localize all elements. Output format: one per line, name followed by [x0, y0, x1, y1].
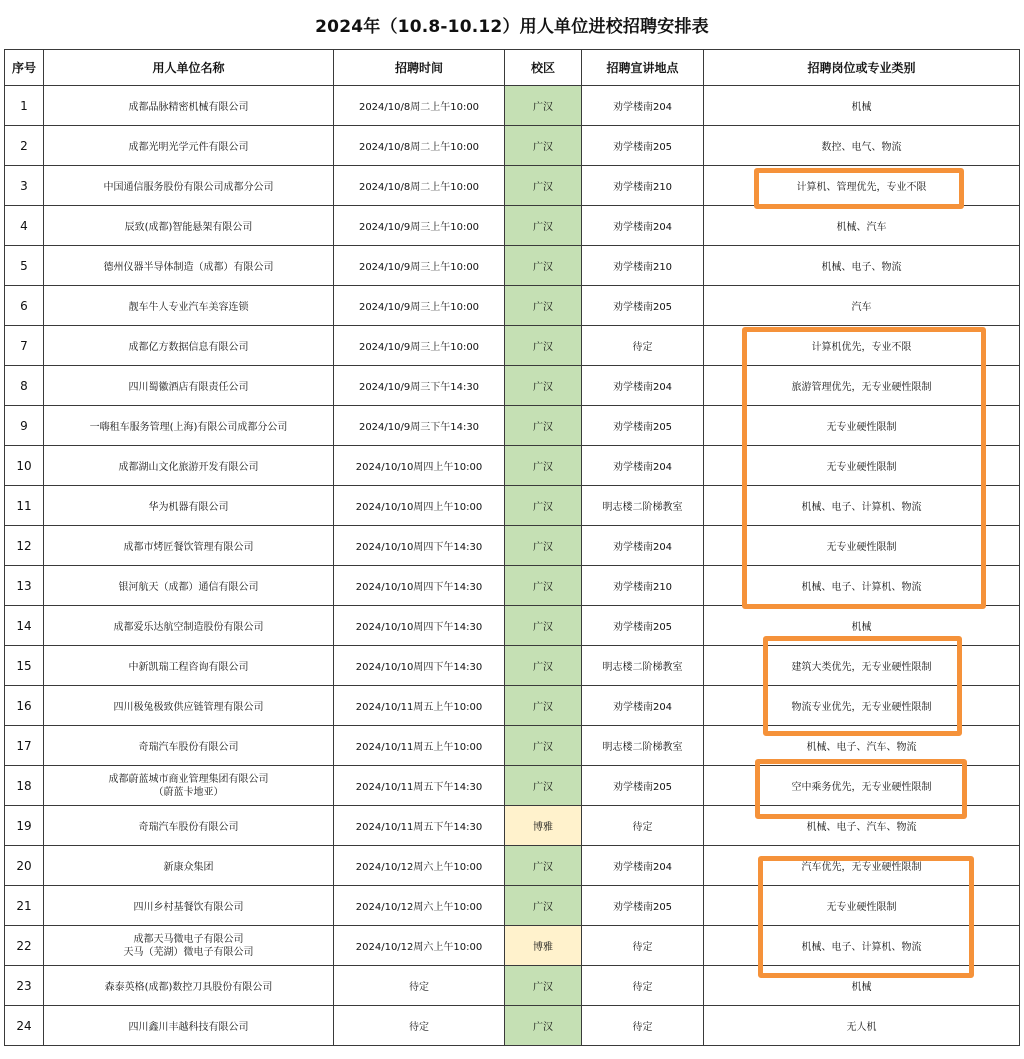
cell-majors: 建筑大类优先，无专业硬性限制 — [704, 646, 1020, 686]
table-row — [5, 686, 1020, 726]
cell-majors: 机械、电子、计算机、物流 — [704, 566, 1020, 606]
table-row — [5, 646, 1020, 686]
cell-company: 辰致(成都)智能悬架有限公司 — [44, 206, 334, 246]
cell-time: 待定 — [334, 966, 505, 1006]
cell-venue: 劝学楼南210 — [582, 166, 704, 206]
cell-majors: 机械、电子、物流 — [704, 246, 1020, 286]
cell-venue: 待定 — [582, 1006, 704, 1046]
cell-campus: 广汉 — [505, 246, 582, 286]
cell-seq: 14 — [5, 606, 44, 646]
cell-campus: 广汉 — [505, 886, 582, 926]
cell-venue: 劝学楼南204 — [582, 526, 704, 566]
page-title: 2024年（10.8-10.12）用人单位进校招聘安排表 — [315, 17, 709, 37]
cell-venue: 劝学楼南204 — [582, 206, 704, 246]
cell-venue: 明志楼二阶梯教室 — [582, 646, 704, 686]
cell-time: 2024/10/9周三下午14:30 — [334, 366, 505, 406]
cell-campus: 博雅 — [505, 806, 582, 846]
table-row — [5, 926, 1020, 966]
cell-time: 2024/10/10周四下午14:30 — [334, 606, 505, 646]
cell-time: 待定 — [334, 1006, 505, 1046]
cell-time: 2024/10/9周三上午10:00 — [334, 246, 505, 286]
cell-seq: 19 — [5, 806, 44, 846]
cell-venue: 劝学楼南204 — [582, 86, 704, 126]
cell-campus: 广汉 — [505, 286, 582, 326]
cell-seq: 18 — [5, 766, 44, 806]
cell-company: 奇瑞汽车股份有限公司 — [44, 726, 334, 766]
table-row — [5, 886, 1020, 926]
cell-venue: 劝学楼南205 — [582, 766, 704, 806]
cell-time: 2024/10/10周四下午14:30 — [334, 566, 505, 606]
cell-time: 2024/10/9周三上午10:00 — [334, 326, 505, 366]
cell-campus: 博雅 — [505, 926, 582, 966]
cell-campus: 广汉 — [505, 1006, 582, 1046]
table-row — [5, 526, 1020, 566]
cell-campus: 广汉 — [505, 646, 582, 686]
header-seq: 序号 — [5, 50, 44, 86]
header-campus: 校区 — [505, 50, 582, 86]
cell-time: 2024/10/12周六上午10:00 — [334, 846, 505, 886]
cell-campus: 广汉 — [505, 726, 582, 766]
cell-seq: 20 — [5, 846, 44, 886]
table-row — [5, 606, 1020, 646]
table-row — [5, 86, 1020, 126]
table-row — [5, 446, 1020, 486]
cell-campus: 广汉 — [505, 486, 582, 526]
cell-venue: 待定 — [582, 966, 704, 1006]
cell-campus: 广汉 — [505, 326, 582, 366]
cell-company: 成都湖山文化旅游开发有限公司 — [44, 446, 334, 486]
cell-majors: 机械、汽车 — [704, 206, 1020, 246]
table-row — [5, 566, 1020, 606]
cell-majors: 无专业硬性限制 — [704, 526, 1020, 566]
cell-company: 四川极兔极致供应链管理有限公司 — [44, 686, 334, 726]
cell-campus: 广汉 — [505, 446, 582, 486]
cell-venue: 劝学楼南210 — [582, 566, 704, 606]
cell-time: 2024/10/11周五上午10:00 — [334, 726, 505, 766]
cell-company — [44, 926, 334, 966]
cell-seq: 9 — [5, 406, 44, 446]
table-body — [5, 86, 1020, 1046]
table-row — [5, 366, 1020, 406]
cell-seq: 7 — [5, 326, 44, 366]
table-row — [5, 766, 1020, 806]
cell-venue: 劝学楼南204 — [582, 686, 704, 726]
cell-majors: 物流专业优先，无专业硬性限制 — [704, 686, 1020, 726]
cell-campus: 广汉 — [505, 206, 582, 246]
table-row — [5, 166, 1020, 206]
cell-campus: 广汉 — [505, 846, 582, 886]
cell-seq: 2 — [5, 126, 44, 166]
cell-company: 四川鑫川丰越科技有限公司 — [44, 1006, 334, 1046]
cell-campus: 广汉 — [505, 686, 582, 726]
cell-campus: 广汉 — [505, 86, 582, 126]
cell-majors: 机械 — [704, 86, 1020, 126]
cell-company: 成都亿方数据信息有限公司 — [44, 326, 334, 366]
cell-venue: 待定 — [582, 926, 704, 966]
table-row — [5, 126, 1020, 166]
cell-campus: 广汉 — [505, 366, 582, 406]
cell-company: 四川乡村基餐饮有限公司 — [44, 886, 334, 926]
cell-company: 成都爱乐达航空制造股份有限公司 — [44, 606, 334, 646]
cell-seq: 1 — [5, 86, 44, 126]
cell-seq: 11 — [5, 486, 44, 526]
cell-time: 2024/10/10周四下午14:30 — [334, 526, 505, 566]
cell-majors: 空中乘务优先，无专业硬性限制 — [704, 766, 1020, 806]
table-row — [5, 486, 1020, 526]
table-row — [5, 966, 1020, 1006]
cell-venue: 劝学楼南205 — [582, 126, 704, 166]
cell-seq: 10 — [5, 446, 44, 486]
cell-majors: 机械、电子、汽车、物流 — [704, 726, 1020, 766]
cell-time: 2024/10/8周二上午10:00 — [334, 126, 505, 166]
cell-venue: 待定 — [582, 326, 704, 366]
cell-company: 靓车牛人专业汽车美容连锁 — [44, 286, 334, 326]
cell-time: 2024/10/10周四下午14:30 — [334, 646, 505, 686]
cell-seq: 6 — [5, 286, 44, 326]
cell-venue: 劝学楼南205 — [582, 886, 704, 926]
cell-time: 2024/10/10周四上午10:00 — [334, 486, 505, 526]
cell-venue: 劝学楼南205 — [582, 606, 704, 646]
header-time: 招聘时间 — [334, 50, 505, 86]
cell-seq: 22 — [5, 926, 44, 966]
cell-venue: 待定 — [582, 806, 704, 846]
cell-seq: 17 — [5, 726, 44, 766]
cell-time: 2024/10/10周四上午10:00 — [334, 446, 505, 486]
cell-time: 2024/10/9周三上午10:00 — [334, 206, 505, 246]
cell-company: 中新凯瑞工程咨询有限公司 — [44, 646, 334, 686]
cell-campus: 广汉 — [505, 166, 582, 206]
cell-seq: 24 — [5, 1006, 44, 1046]
company-name-line: （蔚蓝卡地亚） — [153, 786, 224, 798]
table-row — [5, 246, 1020, 286]
cell-seq: 4 — [5, 206, 44, 246]
table-row — [5, 326, 1020, 366]
table-row — [5, 846, 1020, 886]
cell-campus: 广汉 — [505, 126, 582, 166]
header-venue: 招聘宣讲地点 — [582, 50, 704, 86]
cell-majors: 数控、电气、物流 — [704, 126, 1020, 166]
cell-seq: 3 — [5, 166, 44, 206]
cell-company: 成都光明光学元件有限公司 — [44, 126, 334, 166]
cell-time: 2024/10/11周五下午14:30 — [334, 806, 505, 846]
cell-time: 2024/10/9周三上午10:00 — [334, 286, 505, 326]
cell-company: 德州仪器半导体制造（成都）有限公司 — [44, 246, 334, 286]
cell-majors: 汽车优先，无专业硬性限制 — [704, 846, 1020, 886]
cell-company: 森泰英格(成都)数控刀具股份有限公司 — [44, 966, 334, 1006]
cell-company: 银河航天（成都）通信有限公司 — [44, 566, 334, 606]
header-company: 用人单位名称 — [44, 50, 334, 86]
cell-seq: 5 — [5, 246, 44, 286]
table-header-row — [5, 50, 1020, 86]
cell-venue: 明志楼二阶梯教室 — [582, 726, 704, 766]
cell-campus: 广汉 — [505, 606, 582, 646]
cell-time: 2024/10/8周二上午10:00 — [334, 166, 505, 206]
cell-venue: 明志楼二阶梯教室 — [582, 486, 704, 526]
cell-campus: 广汉 — [505, 526, 582, 566]
cell-majors: 计算机优先，专业不限 — [704, 326, 1020, 366]
cell-majors: 机械 — [704, 606, 1020, 646]
cell-seq: 15 — [5, 646, 44, 686]
cell-majors: 无人机 — [704, 1006, 1020, 1046]
cell-seq: 8 — [5, 366, 44, 406]
cell-majors: 无专业硬性限制 — [704, 886, 1020, 926]
cell-majors: 无专业硬性限制 — [704, 446, 1020, 486]
cell-company — [44, 766, 334, 806]
cell-majors: 旅游管理优先，无专业硬性限制 — [704, 366, 1020, 406]
cell-time: 2024/10/12周六上午10:00 — [334, 926, 505, 966]
table-row — [5, 286, 1020, 326]
cell-company: 奇瑞汽车股份有限公司 — [44, 806, 334, 846]
table-row — [5, 206, 1020, 246]
header-majors: 招聘岗位或专业类别 — [704, 50, 1020, 86]
cell-majors: 机械、电子、计算机、物流 — [704, 926, 1020, 966]
cell-venue: 劝学楼南210 — [582, 246, 704, 286]
table-row — [5, 406, 1020, 446]
cell-campus: 广汉 — [505, 566, 582, 606]
cell-seq: 21 — [5, 886, 44, 926]
cell-time: 2024/10/8周二上午10:00 — [334, 86, 505, 126]
cell-company: 华为机器有限公司 — [44, 486, 334, 526]
cell-majors: 计算机、管理优先，专业不限 — [704, 166, 1020, 206]
cell-company: 中国通信服务股份有限公司成都分公司 — [44, 166, 334, 206]
cell-seq: 13 — [5, 566, 44, 606]
cell-time: 2024/10/12周六上午10:00 — [334, 886, 505, 926]
cell-venue: 劝学楼南205 — [582, 286, 704, 326]
cell-company: 一嗨租车服务管理(上海)有限公司成都分公司 — [44, 406, 334, 446]
cell-company: 成都市烤匠餐饮管理有限公司 — [44, 526, 334, 566]
cell-venue: 劝学楼南204 — [582, 366, 704, 406]
table-row — [5, 1006, 1020, 1046]
recruitment-table — [4, 49, 1020, 1046]
cell-campus: 广汉 — [505, 406, 582, 446]
cell-company: 新康众集团 — [44, 846, 334, 886]
table-row — [5, 806, 1020, 846]
table-row — [5, 726, 1020, 766]
cell-venue: 劝学楼南205 — [582, 406, 704, 446]
cell-seq: 16 — [5, 686, 44, 726]
cell-majors: 机械、电子、计算机、物流 — [704, 486, 1020, 526]
cell-majors: 机械、电子、汽车、物流 — [704, 806, 1020, 846]
cell-company: 成都晶脉精密机械有限公司 — [44, 86, 334, 126]
cell-majors: 无专业硬性限制 — [704, 406, 1020, 446]
cell-time: 2024/10/9周三下午14:30 — [334, 406, 505, 446]
cell-time: 2024/10/11周五下午14:30 — [334, 766, 505, 806]
cell-campus: 广汉 — [505, 966, 582, 1006]
cell-company: 四川蜀徽酒店有限责任公司 — [44, 366, 334, 406]
cell-seq: 12 — [5, 526, 44, 566]
company-name-line: 天马（芜湖）微电子有限公司 — [123, 946, 254, 958]
cell-majors: 汽车 — [704, 286, 1020, 326]
cell-majors: 机械 — [704, 966, 1020, 1006]
company-name-line: 成都蔚蓝城市商业管理集团有限公司 — [108, 773, 269, 785]
cell-time: 2024/10/11周五上午10:00 — [334, 686, 505, 726]
cell-venue: 劝学楼南204 — [582, 446, 704, 486]
cell-seq: 23 — [5, 966, 44, 1006]
cell-campus: 广汉 — [505, 766, 582, 806]
cell-venue: 劝学楼南204 — [582, 846, 704, 886]
company-name-line: 成都天马微电子有限公司 — [133, 933, 244, 945]
